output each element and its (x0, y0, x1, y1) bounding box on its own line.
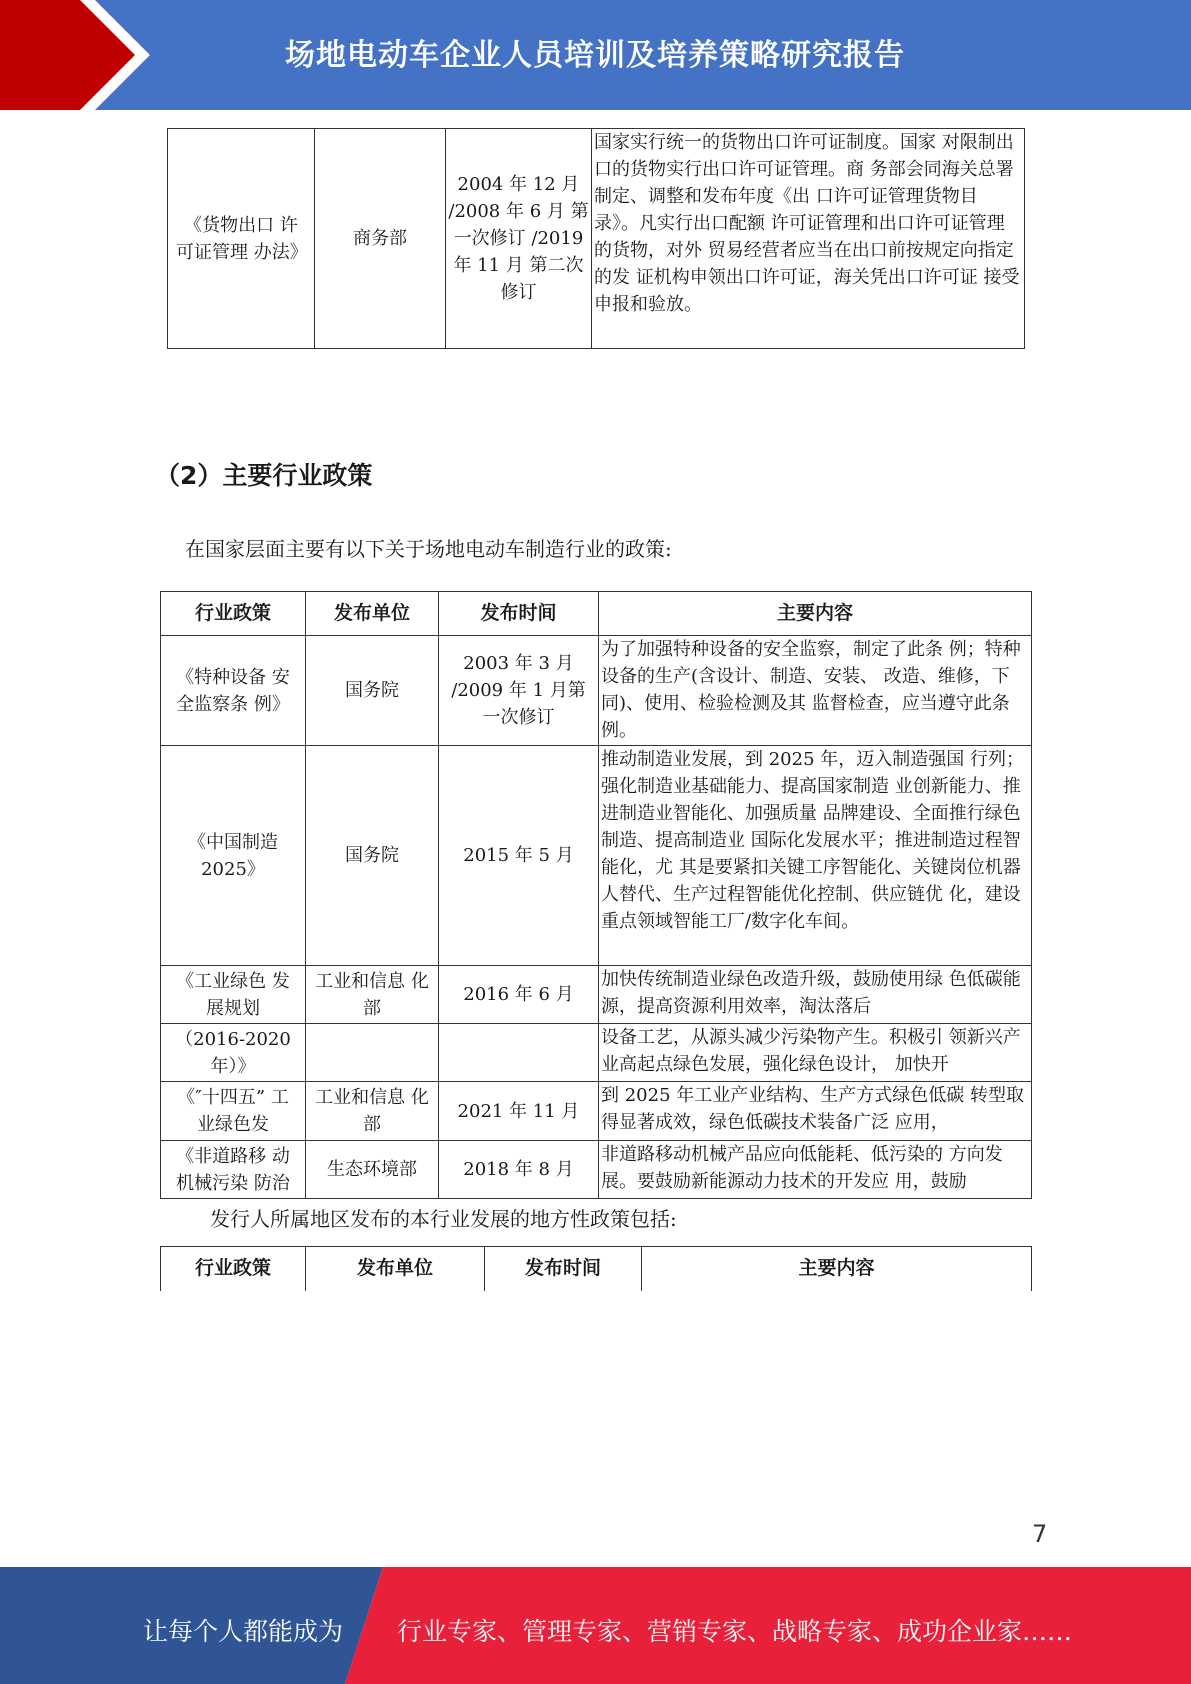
date-cell: 2015 年 5 月 (439, 746, 599, 966)
content-cell: 非道路移动机械产品应向低能耗、低污染的 方向发展。要鼓励新能源动力技术的开发应 用，鼓励 (599, 1141, 1032, 1199)
policy-cell: 《货物出口 许可证管理 办法》 (168, 129, 315, 349)
issuer-cell: 国务院 (306, 746, 439, 966)
date-cell: 2018 年 8 月 (439, 1141, 599, 1199)
table-row (168, 129, 1025, 349)
footer-slogan-left: 让每个人都能成为 (143, 1617, 344, 1646)
issuer-cell: 商务部 (315, 129, 446, 349)
table-header-row (161, 592, 1032, 636)
national-policy-table (160, 591, 1032, 1199)
issuer-cell (306, 1024, 439, 1082)
table-row (161, 966, 1032, 1024)
column-header: 发布时间 (439, 592, 599, 636)
section-title: （2）主要行业政策 (155, 461, 373, 490)
local-policy-intro: 发行人所属地区发布的本行业发展的地方性政策包括: (210, 1207, 677, 1231)
table-row (161, 636, 1032, 746)
date-cell: 2021 年 11 月 (439, 1082, 599, 1141)
column-header: 发布单位 (306, 1247, 485, 1291)
table-row (161, 1141, 1032, 1199)
policy-cell: 《中国制造 2025》 (161, 746, 306, 966)
header-title: 场地电动车企业人员培训及培养策略研究报告 (285, 38, 905, 73)
page-header (0, 0, 1191, 110)
issuer-cell: 生态环境部 (306, 1141, 439, 1199)
issuer-cell: 工业和信息 化部 (306, 1082, 439, 1141)
content-cell: 设备工艺，从源头减少污染物产生。积极引 领新兴产业高起点绿色发展，强化绿色设计， 加快开 (599, 1024, 1032, 1082)
national-policy-intro: 在国家层面主要有以下关于场地电动车制造行业的政策: (185, 537, 672, 561)
column-header: 行业政策 (161, 1247, 306, 1291)
issuer-cell: 国务院 (306, 636, 439, 746)
content-cell: 加快传统制造业绿色改造升级，鼓励使用绿 色低碳能源，提高资源利用效率，淘汰落后 (599, 966, 1032, 1024)
date-cell (439, 1024, 599, 1082)
page-number: 7 (1032, 1520, 1048, 1548)
date-cell: 2004 年 12 月 /2008 年 6 月 第一次修订 /2019 年 11 月 第二次修订 (446, 129, 592, 349)
footer-slogan-right: 行业专家、管理专家、营销专家、战略专家、成功企业家…… (397, 1617, 1073, 1646)
policy-cell: 《″十四五” 工业绿色发 (161, 1082, 306, 1141)
page-footer (0, 1567, 1191, 1684)
content-cell: 为了加强特种设备的安全监察，制定了此条 例；特种设备的生产(含设计、制造、安装、 改造、维修，下同)、使用、检验检测及其 监督检查，应当遵守此条例。 (599, 636, 1032, 746)
local-policy-table (160, 1246, 1032, 1291)
policy-cell: 《特种设备 安全监察条 例》 (161, 636, 306, 746)
column-header: 发布时间 (485, 1247, 642, 1291)
policy-cell: 《工业绿色 发展规划 (161, 966, 306, 1024)
column-header: 主要内容 (599, 592, 1032, 636)
column-header: 主要内容 (642, 1247, 1032, 1291)
table-header-row (161, 1247, 1032, 1291)
policy-cell: （2016-2020 年）》 (161, 1024, 306, 1082)
table-row (161, 746, 1032, 966)
table-row (161, 1082, 1032, 1141)
content-cell: 推动制造业发展，到 2025 年，迈入制造强国 行列；强化制造业基础能力、提高国家制造 业创新能力、推进制造业智能化、加强质量 品牌建设、全面推行绿色制造、提高制造业 国际化发展水平；推进制造过程智能化，尤 其是要紧扣关键工序智能化、关键岗位机器 人替代、生产过程智能优化控制、供应链优 化，建设重点领域智能工厂/数字化车间。 (599, 746, 1032, 966)
content-cell: 到 2025 年工业产业结构、生产方式绿色低碳 转型取得显著成效，绿色低碳技术装备广泛 应用， (599, 1082, 1032, 1141)
header-red-arrow (0, 0, 150, 110)
date-cell: 2003 年 3 月 /2009 年 1 月第一次修订 (439, 636, 599, 746)
date-cell: 2016 年 6 月 (439, 966, 599, 1024)
column-header: 发布单位 (306, 592, 439, 636)
policy-cell: 《非道路移 动机械污染 防治 (161, 1141, 306, 1199)
content-cell: 国家实行统一的货物出口许可证制度。国家 对限制出口的货物实行出口许可证管理。商 务部会同海关总署制定、调整和发布年度《出 口许可证管理货物目录》。凡实行出口配额 许可证管理和出口许可证管理的货物，对外 贸易经营者应当在出口前按规定向指定的发 证机构申领出口许可证，海关凭出口许可证 接受申报和验放。 (592, 129, 1025, 349)
issuer-cell: 工业和信息 化部 (306, 966, 439, 1024)
export-license-table (167, 128, 1025, 349)
table-row (161, 1024, 1032, 1082)
column-header: 行业政策 (161, 592, 306, 636)
